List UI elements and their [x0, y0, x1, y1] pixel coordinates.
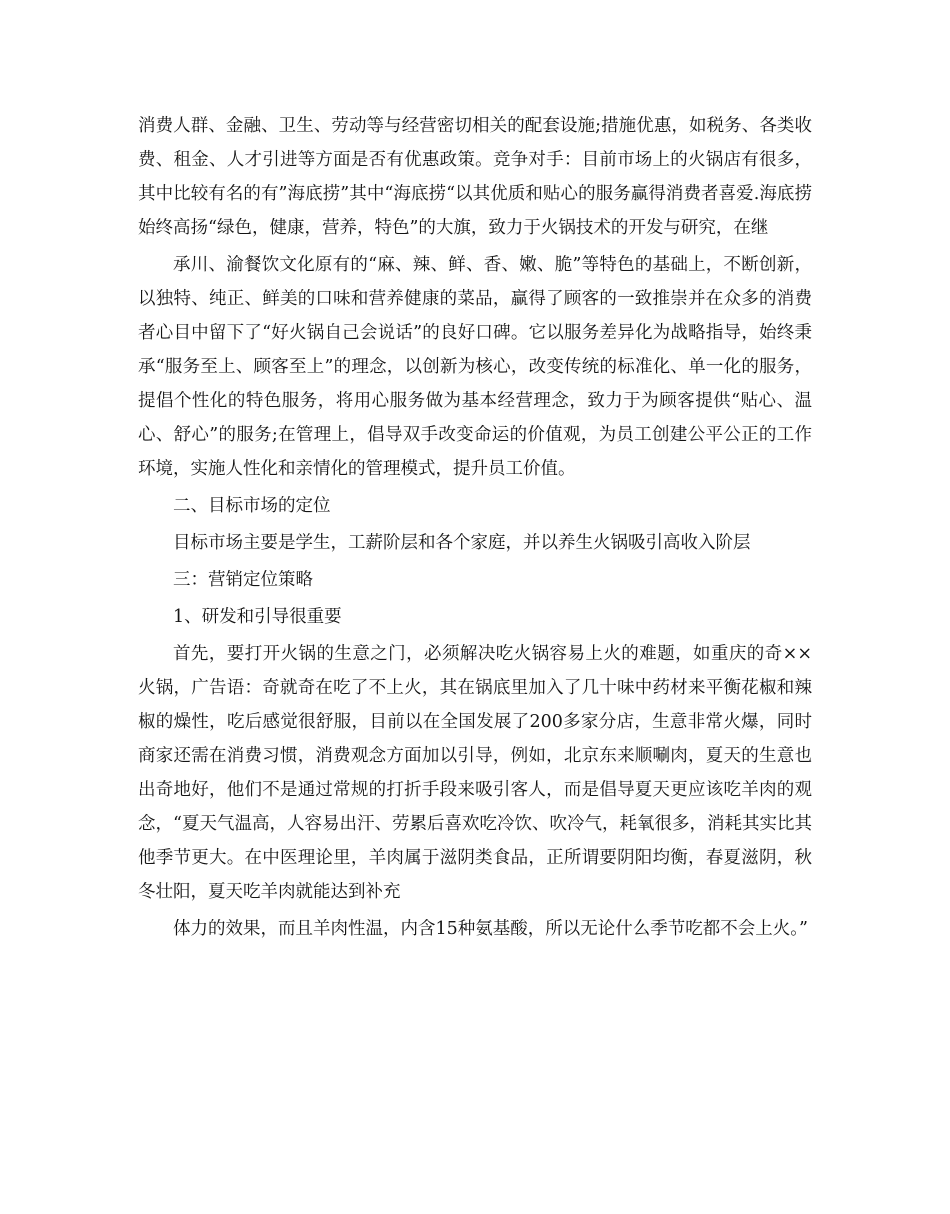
paragraph-first: 首先，要打开火锅的生意之门，必须解决吃火锅容易上火的难题，如重庆的奇××火锅，广告语：奇就奇在吃了不上火，其在锅底里加入了几十味中药材来平衡花椒和辣椒的燥性，吃后感觉很舒服，目前以在全国发展了200多家分店，生意非常火爆，同时商家还需在消费习惯，消费观念方面加以引导，例如，北京东来顺唰肉，夏天的生意也出奇地好，他们不是通过常规的打折手段来吸引客人，而是倡导夏天更应该吃羊肉的观念，“夏天气温高，人容易出汗、劳累后喜欢吃冷饮、吹冷气，耗氧很多，消耗其实比其他季节更大。在中医理论里，羊肉属于滋阴类食品，正所谓要阴阳均衡，春夏滋阴，秋冬壮阳，夏天吃羊肉就能达到补充: [138, 644, 812, 902]
subheading-research-guidance: 1、研发和引导很重要: [173, 607, 342, 627]
section-heading-target-market: 二、目标市场的定位: [173, 496, 331, 516]
paragraph-1: 消费人群、金融、卫生、劳动等与经营密切相关的配套设施;措施优惠，如税务、各类收费、租金、人才引进等方面是否有优惠政策。竞争对手：目前市场上的火锅店有很多，其中比较有名的有”海底捞”其中“海底捞“以其优质和贴心的服务赢得消费者喜爱.海底捞始终高扬“绿色，健康，营养，特色”的大旗，致力于火锅技术的开发与研究，在继: [138, 116, 812, 238]
paragraph-target-market: 目标市场主要是学生，工薪阶层和各个家庭，并以养生火锅吸引高收入阶层: [173, 533, 751, 553]
section-heading-marketing-strategy: 三：营销定位策略: [173, 570, 313, 590]
paragraph-last: 体力的效果，而且羊肉性温，内含15种氨基酸，所以无论什么季节吃都不会上火。”: [173, 919, 808, 939]
paragraph-2: 承川、渝餐饮文化原有的“麻、辣、鲜、香、嫩、脆”等特色的基础上，不断创新，以独特、纯正、鲜美的口味和营养健康的菜品，赢得了顾客的一致推崇并在众多的消费者心目中留下了“好火锅自己会说话”的良好口碑。它以服务差异化为战略指导，始终秉承“服务至上、顾客至上”的理念，以创新为核心，改变传统的标准化、单一化的服务，提倡个性化的特色服务，将用心服务做为基本经营理念，致力于为顾客提供“贴心、温心、舒心”的服务;在管理上，倡导双手改变命运的价值观，为员工创建公平公正的工作环境，实施人性化和亲情化的管理模式，提升员工价值。: [138, 255, 812, 479]
